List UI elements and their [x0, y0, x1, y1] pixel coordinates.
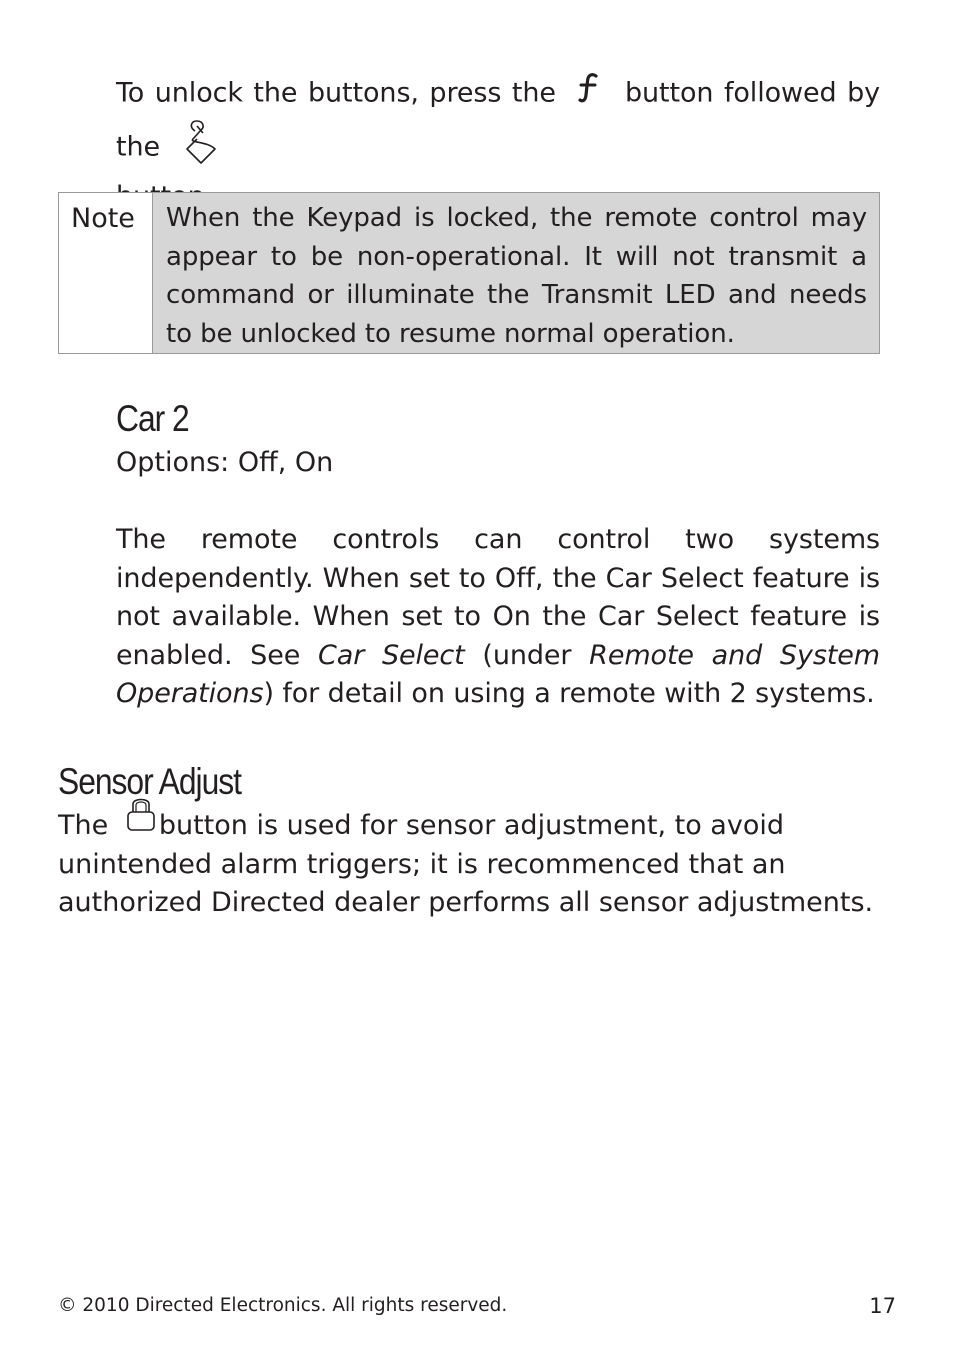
note-box	[58, 192, 880, 354]
sensor-body	[58, 807, 880, 923]
note-body	[152, 193, 879, 353]
sensor-heading: Sensor Adjust	[58, 761, 241, 802]
car2-heading: Car 2	[116, 398, 189, 439]
car2-body-3: ) for detail on using a remote with 2 systems.	[263, 678, 875, 710]
car2-body-2: (under	[482, 639, 572, 671]
page-number: 17	[869, 1294, 896, 1318]
car-select-reference: Car Select	[318, 639, 465, 671]
unlock-text-2: button followed by the	[116, 77, 881, 162]
sensor-text-1: The	[58, 810, 109, 841]
car2-body-1: The remote controls can control two systems independently. When set to Off, the Car Select feature is not available. When set to On the Car Select feature is enabled. See	[116, 524, 880, 671]
car2-body	[116, 521, 880, 714]
sensor-text-2: button is used for sensor adjustment, to avoid unintended alarm triggers; it is recommenced that an authorized Directed dealer performs all sensor adjustments.	[58, 810, 874, 919]
note-label: Note	[71, 203, 135, 234]
car2-options: Options: Off, On	[116, 447, 334, 478]
copyright-footer: © 2010 Directed Electronics. All rights reserved.	[58, 1295, 508, 1316]
note-text: When the Keypad is locked, the remote control may appear to be non-operational. It will not transmit a command or illuminate the Transmit LED and needs to be unlocked to resume normal operation.	[166, 203, 867, 349]
unlock-text-1: To unlock the buttons, press the	[116, 77, 556, 109]
remote-operations-reference: Remote and System Operations	[116, 639, 881, 710]
hook-icon	[181, 117, 221, 179]
padlock-icon	[125, 794, 157, 846]
f-function-icon	[578, 71, 600, 117]
